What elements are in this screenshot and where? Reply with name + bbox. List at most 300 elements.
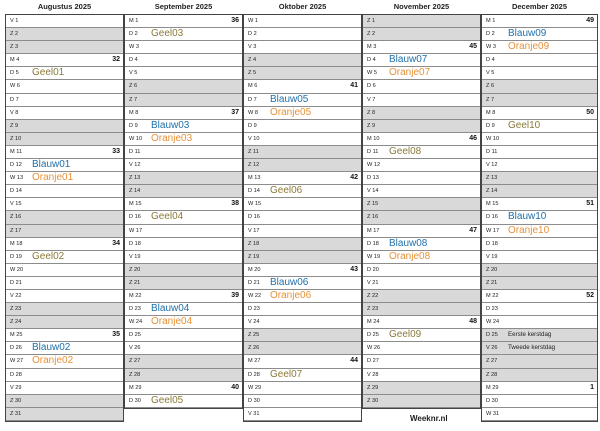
day-row (125, 225, 242, 238)
day-row (6, 67, 123, 80)
holiday-label: Tweede kerstdag (508, 344, 556, 352)
day-label: W 13 (10, 175, 24, 182)
day-label: D 9 (129, 122, 138, 129)
day-row (244, 408, 361, 421)
day-row (244, 290, 361, 303)
day-row (244, 382, 361, 395)
day-label: D 14 (10, 188, 22, 195)
week-number: 46 (469, 134, 477, 142)
day-label: Z 13 (486, 175, 498, 182)
day-row (244, 15, 361, 28)
day-label: W 5 (367, 70, 377, 77)
day-label: D 28 (10, 371, 22, 378)
day-row (6, 382, 123, 395)
day-label: M 1 (486, 18, 496, 24)
day-label: V 26 (486, 345, 498, 352)
day-label: W 1 (248, 18, 258, 24)
day-row (6, 185, 123, 198)
day-row (6, 408, 123, 421)
day-label: D 26 (10, 345, 22, 352)
day-row (482, 408, 597, 421)
day-row (125, 67, 242, 80)
day-row (244, 238, 361, 251)
day-label: V 8 (10, 109, 19, 116)
day-label: Z 6 (129, 83, 138, 90)
day-label: D 2 (129, 31, 138, 38)
month-title: Augustus 2025 (37, 2, 92, 11)
day-row (363, 107, 480, 120)
day-label: D 25 (367, 332, 379, 339)
day-row (363, 15, 480, 28)
day-label: Z 4 (248, 57, 257, 64)
day-row (244, 211, 361, 224)
day-label: W 8 (248, 109, 258, 116)
day-row (363, 369, 480, 382)
day-label: M 4 (10, 57, 20, 64)
day-label: V 5 (486, 70, 495, 77)
event-label: Geel07 (270, 368, 303, 380)
day-label: M 11 (10, 148, 23, 155)
day-row (244, 395, 361, 408)
day-label: W 17 (129, 227, 143, 234)
event-label: Blauw01 (32, 159, 71, 171)
day-row (482, 382, 597, 395)
day-row (363, 342, 480, 355)
event-label: Geel01 (32, 67, 65, 79)
event-label: Blauw05 (270, 93, 309, 105)
day-row (125, 15, 242, 28)
day-row (125, 277, 242, 290)
footer-label: Weeknr.nl (410, 414, 448, 423)
day-row (244, 120, 361, 133)
day-row (6, 211, 123, 224)
week-number: 36 (231, 17, 239, 24)
day-row (6, 369, 123, 382)
day-label: W 3 (486, 44, 496, 51)
day-row (363, 290, 480, 303)
day-label: D 2 (248, 31, 257, 38)
week-number: 52 (586, 291, 594, 299)
day-label: V 29 (10, 384, 22, 391)
day-label: V 31 (248, 410, 260, 417)
day-row (244, 342, 361, 355)
day-row (6, 198, 123, 211)
day-label: Z 28 (486, 371, 498, 378)
day-row (6, 172, 123, 185)
day-row (125, 238, 242, 251)
day-label: V 1 (10, 18, 19, 24)
day-row (482, 80, 597, 93)
day-row (363, 159, 480, 172)
event-label: Blauw02 (32, 342, 71, 354)
event-label: Blauw08 (389, 237, 428, 249)
event-label: Oranje09 (508, 41, 550, 53)
day-label: D 7 (248, 96, 257, 103)
week-number: 51 (586, 200, 594, 208)
day-row (363, 172, 480, 185)
day-label: D 27 (367, 358, 379, 365)
day-label: D 2 (486, 31, 495, 38)
day-row (125, 382, 242, 395)
event-label: Blauw10 (508, 211, 547, 223)
day-label: V 12 (129, 162, 141, 169)
day-label: M 25 (10, 332, 23, 339)
day-label: Z 8 (367, 109, 376, 116)
week-number: 48 (469, 318, 477, 326)
day-row (482, 172, 597, 185)
day-label: D 19 (10, 253, 22, 260)
week-number: 37 (231, 108, 239, 116)
day-label: D 25 (129, 332, 141, 339)
day-label: D 13 (367, 175, 379, 182)
day-row (125, 355, 242, 368)
event-label: Geel03 (151, 28, 184, 40)
day-label: Z 1 (367, 18, 376, 24)
day-row (6, 264, 123, 277)
day-label: D 23 (486, 306, 498, 313)
event-label: Oranje07 (389, 67, 431, 79)
month-title: Oktober 2025 (278, 2, 327, 11)
day-label: M 15 (486, 201, 499, 208)
day-row (6, 303, 123, 316)
day-row (125, 28, 242, 41)
week-number: 32 (112, 56, 120, 64)
day-row (125, 80, 242, 93)
day-row (6, 251, 123, 264)
day-label: Z 5 (248, 70, 257, 77)
month-title: September 2025 (154, 2, 213, 11)
day-label: D 16 (129, 214, 141, 221)
day-row (125, 172, 242, 185)
day-label: V 15 (10, 201, 22, 208)
day-label: D 11 (486, 148, 498, 155)
day-row (6, 316, 123, 329)
day-row (363, 211, 480, 224)
day-row (363, 80, 480, 93)
day-row (482, 329, 597, 342)
day-row (363, 28, 480, 41)
day-row (363, 355, 480, 368)
day-label: D 30 (248, 397, 260, 404)
day-row (482, 316, 597, 329)
day-row (363, 329, 480, 342)
day-row (482, 251, 597, 264)
day-row (244, 28, 361, 41)
day-label: D 30 (486, 397, 498, 404)
day-label: V 12 (486, 162, 498, 169)
day-row (482, 67, 597, 80)
day-label: Z 7 (129, 96, 138, 103)
day-row (482, 185, 597, 198)
day-row (482, 159, 597, 172)
day-label: Z 6 (486, 83, 495, 90)
day-row (363, 303, 480, 316)
day-label: D 18 (129, 240, 141, 247)
day-label: Z 2 (10, 31, 19, 38)
day-row (482, 146, 597, 159)
day-row (482, 277, 597, 290)
day-label: M 8 (486, 109, 496, 116)
day-label: M 8 (129, 109, 139, 116)
week-number: 47 (469, 226, 477, 234)
day-row (482, 290, 597, 303)
day-label: Z 22 (367, 292, 379, 299)
day-label: Z 20 (129, 266, 141, 273)
month-title: December 2025 (511, 2, 568, 11)
day-row (482, 133, 597, 146)
day-label: Z 21 (486, 279, 498, 286)
day-label: D 18 (486, 240, 498, 247)
day-label: V 24 (248, 319, 260, 326)
day-label: W 29 (248, 384, 262, 391)
day-row (363, 67, 480, 80)
day-label: M 20 (248, 266, 261, 273)
day-label: Z 19 (248, 253, 260, 260)
month-column (124, 14, 243, 409)
day-label: M 22 (129, 292, 142, 299)
day-row (363, 120, 480, 133)
day-label: Z 28 (129, 371, 141, 378)
day-label: D 4 (486, 57, 495, 64)
week-number: 34 (112, 239, 120, 247)
day-label: W 10 (129, 135, 143, 142)
day-row (482, 225, 597, 238)
day-label: Z 10 (10, 135, 22, 142)
week-number: 40 (231, 383, 239, 391)
day-label: V 19 (129, 253, 141, 260)
event-label: Geel05 (151, 394, 184, 406)
day-row (125, 159, 242, 172)
day-row (482, 238, 597, 251)
day-row (125, 369, 242, 382)
day-label: W 24 (129, 319, 143, 326)
event-label: Geel04 (151, 211, 184, 223)
day-label: Z 27 (129, 358, 141, 365)
day-label: Z 30 (367, 397, 379, 404)
day-row (482, 369, 597, 382)
day-label: W 22 (248, 292, 262, 299)
day-row (6, 133, 123, 146)
day-label: V 19 (486, 253, 498, 260)
month-column (243, 14, 362, 422)
day-label: M 29 (129, 384, 142, 391)
day-row (125, 329, 242, 342)
day-row (125, 185, 242, 198)
day-label: D 11 (129, 148, 141, 155)
week-number: 41 (350, 82, 358, 90)
event-label: Geel02 (32, 250, 65, 262)
day-label: M 1 (129, 18, 139, 24)
day-row (244, 133, 361, 146)
day-label: V 14 (367, 188, 379, 195)
day-label: V 28 (367, 371, 379, 378)
day-label: Z 16 (367, 214, 379, 221)
day-label: Z 23 (10, 306, 22, 313)
day-label: Z 31 (10, 410, 22, 417)
day-row (244, 329, 361, 342)
day-label: M 22 (486, 292, 499, 299)
day-row (125, 54, 242, 67)
day-row (125, 395, 242, 408)
week-number: 42 (350, 174, 358, 182)
day-label: D 4 (129, 57, 138, 64)
day-row (482, 41, 597, 54)
day-row (363, 264, 480, 277)
event-label: Oranje01 (32, 172, 74, 184)
day-row (6, 225, 123, 238)
day-label: V 22 (10, 292, 22, 299)
day-label: D 23 (129, 306, 141, 313)
day-label: Z 27 (486, 358, 498, 365)
day-row (244, 159, 361, 172)
day-label: M 18 (10, 240, 23, 247)
day-row (363, 316, 480, 329)
day-label: D 4 (367, 57, 376, 64)
week-number: 44 (350, 357, 358, 365)
event-label: Geel06 (270, 185, 303, 197)
day-row (482, 120, 597, 133)
day-row (6, 355, 123, 368)
day-label: Z 23 (367, 306, 379, 313)
week-number: 1 (590, 383, 594, 391)
day-label: W 15 (248, 201, 262, 208)
day-label: D 14 (248, 188, 260, 195)
day-label: D 28 (248, 371, 260, 378)
week-number: 33 (112, 147, 120, 155)
event-label: Blauw09 (508, 28, 547, 40)
day-row (482, 342, 597, 355)
day-label: Z 24 (10, 319, 22, 326)
day-label: W 3 (129, 44, 139, 51)
day-row (363, 382, 480, 395)
day-row (363, 146, 480, 159)
day-row (244, 41, 361, 54)
day-label: D 6 (367, 83, 376, 90)
day-label: D 5 (10, 70, 19, 77)
day-label: M 13 (248, 175, 261, 182)
day-label: D 9 (486, 122, 495, 129)
day-label: V 3 (248, 44, 257, 51)
event-label: Blauw04 (151, 303, 190, 315)
day-row (244, 225, 361, 238)
day-row (6, 238, 123, 251)
day-row (125, 316, 242, 329)
day-label: W 31 (486, 410, 500, 417)
day-label: D 11 (367, 148, 379, 155)
day-row (244, 185, 361, 198)
day-row (6, 395, 123, 408)
week-number: 50 (586, 108, 594, 116)
day-label: Z 2 (367, 31, 376, 38)
day-row (6, 80, 123, 93)
day-row (6, 107, 123, 120)
day-row (244, 146, 361, 159)
day-row (125, 41, 242, 54)
day-row (6, 94, 123, 107)
day-label: Z 20 (486, 266, 498, 273)
month-column (481, 14, 598, 422)
day-row (6, 15, 123, 28)
event-label: Oranje03 (151, 132, 193, 144)
week-number: 38 (231, 200, 239, 208)
day-row (125, 264, 242, 277)
event-label: Geel09 (389, 329, 422, 341)
day-row (244, 54, 361, 67)
month-column (5, 14, 124, 422)
day-label: Z 7 (486, 96, 495, 103)
day-label: D 16 (248, 214, 260, 221)
day-row (482, 303, 597, 316)
day-label: Z 18 (248, 240, 260, 247)
day-label: W 26 (367, 345, 381, 352)
day-label: D 12 (10, 162, 22, 169)
day-label: D 9 (248, 122, 257, 129)
day-label: W 10 (486, 135, 500, 142)
day-label: V 5 (129, 70, 138, 77)
day-row (363, 395, 480, 408)
holiday-label: Eerste kerstdag (508, 331, 552, 339)
day-row (482, 94, 597, 107)
day-row (125, 94, 242, 107)
event-label: Oranje06 (270, 289, 312, 301)
day-row (244, 198, 361, 211)
day-row (244, 172, 361, 185)
event-label: Geel10 (508, 119, 541, 131)
day-row (363, 94, 480, 107)
day-label: W 6 (10, 83, 20, 90)
day-label: Z 9 (10, 122, 19, 129)
day-row (482, 264, 597, 277)
day-label: Z 29 (367, 384, 379, 391)
day-label: Z 14 (129, 188, 141, 195)
day-label: Z 30 (10, 397, 22, 404)
event-label: Oranje02 (32, 355, 74, 367)
day-row (482, 54, 597, 67)
event-label: Oranje05 (270, 106, 312, 118)
day-row (482, 395, 597, 408)
day-label: Z 11 (248, 148, 259, 155)
day-label: M 10 (367, 135, 380, 142)
day-label: M 3 (367, 44, 377, 51)
day-label: V 17 (248, 227, 260, 234)
day-row (125, 342, 242, 355)
week-number: 39 (231, 291, 239, 299)
day-label: M 17 (367, 227, 380, 234)
day-label: V 26 (129, 345, 141, 352)
day-label: D 21 (248, 279, 260, 286)
day-label: W 12 (367, 162, 381, 169)
day-label: V 7 (367, 96, 376, 103)
day-row (482, 355, 597, 368)
day-label: Z 15 (367, 201, 379, 208)
day-label: W 17 (486, 227, 500, 234)
day-label: D 25 (486, 332, 498, 339)
week-number: 35 (112, 331, 120, 339)
event-label: Oranje08 (389, 250, 431, 262)
day-row (244, 303, 361, 316)
day-label: W 19 (367, 253, 381, 260)
day-row (125, 251, 242, 264)
day-row (125, 146, 242, 159)
day-label: M 24 (367, 319, 380, 326)
week-number: 49 (586, 17, 594, 24)
day-label: M 15 (129, 201, 142, 208)
day-row (363, 251, 480, 264)
day-label: D 30 (129, 397, 141, 404)
day-label: W 20 (10, 266, 24, 273)
day-label: Z 9 (367, 122, 376, 129)
day-label: D 18 (367, 240, 379, 247)
